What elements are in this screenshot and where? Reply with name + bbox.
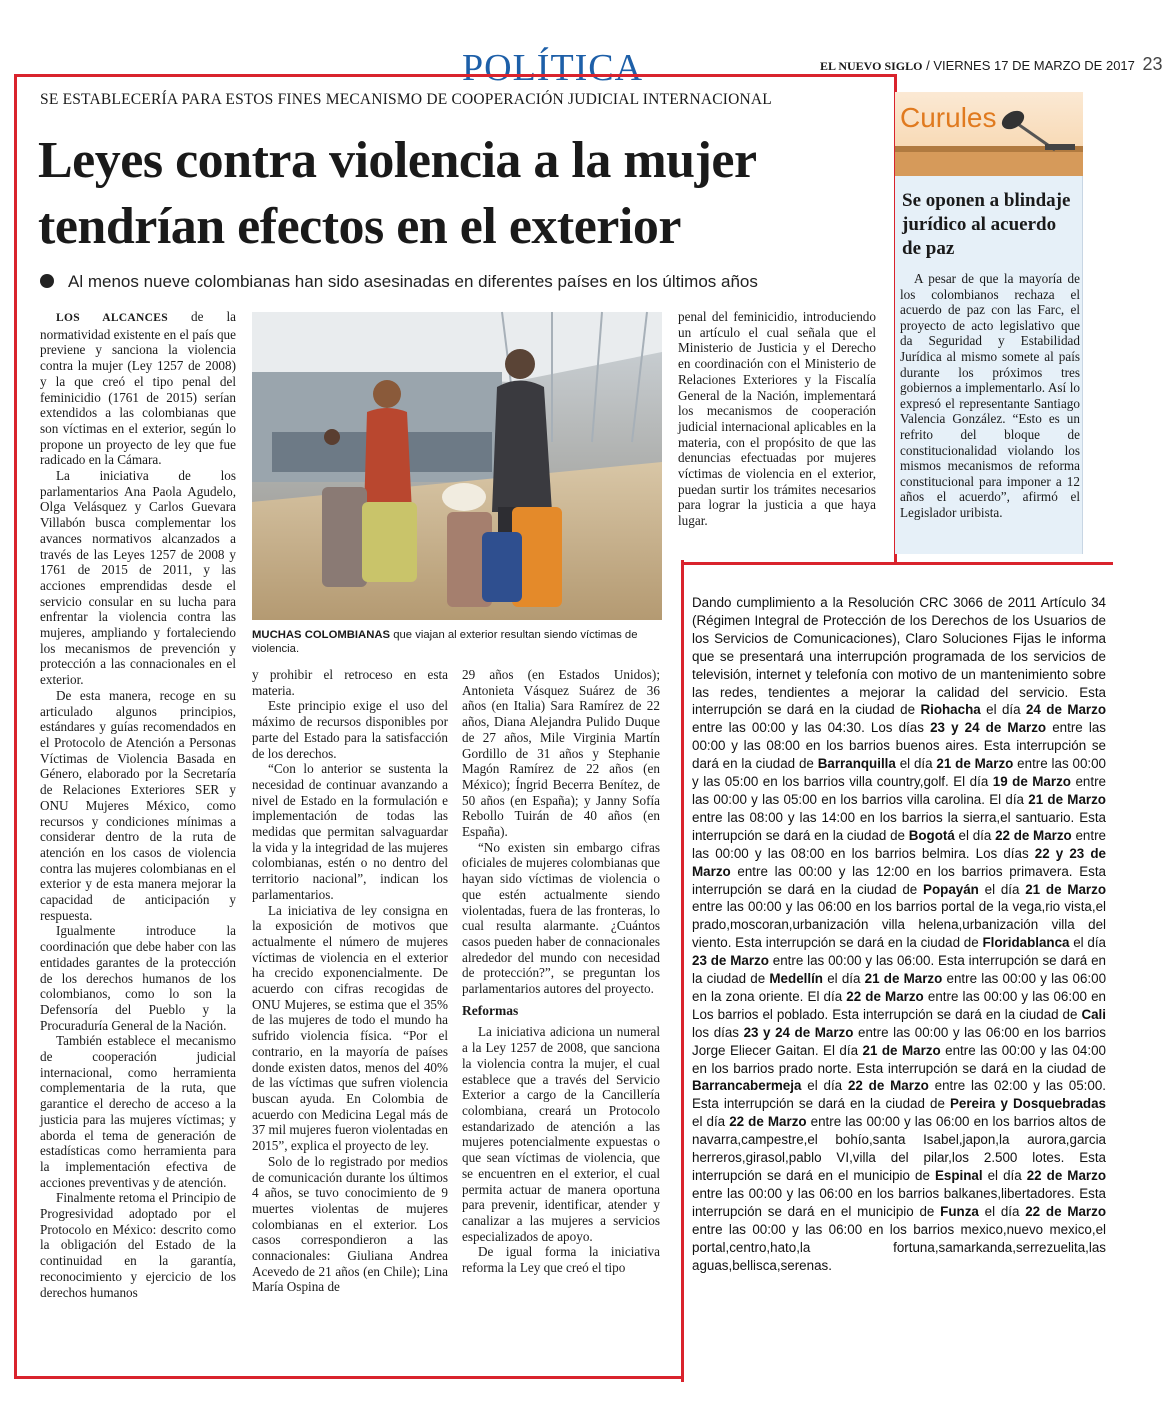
deck-text: Al menos nueve colombianas han sido asesinadas en diferentes países en los últimos años [68, 272, 758, 291]
highlight-frame-notice-top [684, 562, 1113, 565]
newspaper-name: EL NUEVO SIGLO [820, 59, 923, 73]
notice-bold: Medellín [769, 971, 823, 987]
notice-text: entre las 00:00 y las 04:30. Los días [692, 720, 931, 736]
notice-text: entre las 00:00 y las 06:00 en los barrios balkanes,libertadores. Esta interrupción se dará en el municipio de [692, 1185, 1106, 1219]
paragraph: Finalmente retoma el Principio de Progresividad adoptado por el Protocolo en México: descrito como la obligación del Estado de la continuidad en la garantía, reconocimiento y ejercicio de los derechos humanos [40, 1190, 236, 1300]
notice-text: entre las 00:00 y las 06:00 en la zona oriente. El día [692, 971, 1107, 1004]
page-number: 23 [1142, 54, 1163, 74]
article-column-3 [462, 667, 660, 1276]
notice-text: el día [980, 702, 1026, 718]
notice-text: entre las 00:00 y las 06:00 en los barrios portal de la vega,rio vista,el prado,moscoran,urbanización villa helena,urbanización villa del viento. Esta interrupción se dará en la ciudad de [692, 899, 1106, 951]
section-title: POLÍTICA [462, 47, 644, 89]
paragraph: penal del feminicidio, introduciendo un artículo el cual señala que el Ministerio de Justicia y el Derecho en coordinación con el Ministerio de Relaciones Exteriores y la Fiscalía General de la Nación, implementará los mecanismos de cooperación judicial internacional aplicables en la materia, con el propósito de que las denuncias efectuadas por mujeres víctimas de violencia en el exterior, puedan surtir los trámites necesarios para lograr la justicia a que haya lugar. [678, 309, 876, 529]
notice-bold: 21 de Marzo [864, 971, 943, 987]
photo-caption [252, 628, 662, 656]
paragraph: 29 años (en Estados Unidos); Antonieta Vásquez Suárez de 36 años (en Italia) Sara Ramírez de 22 años, Diana Alejandra Pulido Duque de 27 años, Mile Virginia Martín Gordillo de 31 años y Stephanie Magón Ramírez de 22 años (en México); Íngrid Becerra Benítez, de 50 años (en España); y Janny Sofía Rebollo Tuirán de 40 años (en España). [462, 667, 660, 840]
notice-bold: 22 y 23 de Marzo [692, 845, 1106, 879]
paragraph: También establece el mecanismo de cooperación judicial internacional, como herramienta complementaria de la ruta, que garantice el derecho de acceso a la justicia para las mujeres víctimas; y aborda el tema de generación de estadísticas como herramienta para la implementación efectiva de acciones preventivas y de atención. [40, 1033, 236, 1190]
notice-text: el día [692, 1114, 730, 1130]
notice-bold: 21 de Marzo [1028, 791, 1106, 807]
notice-bold: 22 de Marzo [847, 1078, 929, 1094]
notice-text: entre las 00:00 y las 06:00 en los barrios Jorge Eliecer Gaitan. El día [692, 1024, 1106, 1058]
notice-text: entre las 08:00 y las 14:00 en los barrios la sierra,el santuario. Esta interrupción se dará en la ciudad de [692, 809, 1106, 843]
paragraph: Solo de lo registrado por medios de comunicación durante los últimos 4 años, se tuvo conocimiento de 9 muertes violentas de mujeres colombianas en el exterior. Los casos correspondieron a las connacionales: Giuliana Andrea Acevedo de 21 años (en Chile); Lina María Ospina de [252, 1153, 448, 1295]
headline-line-1: Leyes contra violencia a la mujer [38, 132, 757, 189]
notice-text: el día [982, 1168, 1027, 1183]
notice-text: el día [954, 827, 996, 843]
notice-bold: 23 y 24 de Marzo [930, 720, 1047, 736]
notice-bold: 21 de Marzo [936, 756, 1014, 772]
article-deck [40, 272, 758, 292]
notice-bold: Pereira y Dosquebradas [949, 1096, 1106, 1112]
article-column-1 [40, 309, 236, 1300]
notice-text: entre las 00:00 y las 06:00 en Los barrios el poblado. Esta interrupción se dará en la ciudad de [692, 988, 1106, 1022]
airport-photo-illustration [252, 312, 662, 620]
notice-text: el día [978, 1203, 1026, 1219]
caption-lead: MUCHAS COLOMBIANAS [252, 629, 391, 641]
notice-text: entre las 00:00 y las 05:00 en los barrios villa country,golf. El día [692, 756, 1107, 790]
notice-bold: 23 y 24 de Marzo [743, 1024, 854, 1040]
notice-bold: Funza [940, 1203, 979, 1219]
notice-bold: Riohacha [920, 702, 981, 718]
paragraph: Este principio exige el uso del máximo de recursos disponibles por parte del Estado para la satisfacción de los derechos. [252, 698, 448, 761]
article-headline [38, 128, 888, 260]
sidebar-headline: Se oponen a blindaje jurídico al acuerdo de paz [902, 190, 1071, 259]
notice-bold: Popayán [923, 881, 979, 897]
masthead [820, 54, 1163, 75]
notice-text: entre las 00:00 y las 06:00 en los barrios altos de navarra,campestre,el bohío,santa Isabel,japon,la aurora,garcia herreros,girasol,pablo VI,villa del pilar,los 2.500 lotes. Esta interrupción se dará en el municipio de [692, 1114, 1107, 1183]
sidebar-body [900, 271, 1080, 521]
caption-text: que viajan al exterior resultan siendo víctimas de violencia. [252, 629, 638, 655]
notice-bold: Bogotá [908, 827, 955, 843]
notice-text: entre las 00:00 y las 08:00 en los barrios buenos aires. Esta interrupción se dará en la ciudad de [692, 720, 1106, 772]
article-column-2 [252, 667, 448, 1295]
paragraph: A pesar de que la mayoría de los colombianos rechaza el acuerdo de paz con las Farc, el proyecto de acto legislativo que da Seguridad y Estabilidad Jurídica al mismo somete al país durante los próximos tres gobiernos a implementarlo. Así lo expresó el representante Santiago Valencia González. “Esto es un refrito del bloque de constitucionalidad violando los mismos mecanismos de reforma constitucional para imponer a 12 años el acuerdo”, afirmó el Legislador uribista. [900, 271, 1080, 520]
notice-bold: 23 de Marzo [692, 953, 769, 969]
notice-text: los días [692, 1024, 744, 1040]
article-kicker: SE ESTABLECERÍA PARA ESTOS FINES MECANISMO DE COOPERACIÓN JUDICIAL INTERNACIONAL [40, 91, 772, 108]
headline-line-2: tendrían efectos en el exterior [38, 198, 681, 255]
notice-bold: 21 de Marzo [862, 1042, 941, 1058]
notice-bold: 21 de Marzo [1025, 881, 1107, 897]
notice-text: entre las 00:00 y las 08:00 en los barrios belmira. Los días [692, 827, 1106, 861]
paragraph: De esta manera, recoge en su articulado algunos principios, estándares y guías recomendados en el Protocolo de Atención a Personas Víctimas de Violencia Basada en Género, elaborado por la Secretaría de Relaciones Exteriores SER y ONU Mujeres México, como recursos y condiciones mínimas a considerar dentro de la ruta de atención en los casos de violencia contra las mujeres colombianas en el exterior y de esta manera mejorar la capacidad de anticipación y respuesta. [40, 687, 236, 923]
paragraph: “Con lo anterior se sustenta la necesidad de continuar avanzando a nivel de Estado en la formulación e implementación de todas las medidas que permitan salvaguardar la vida y la integridad de las mujeres colombianas, estén o no dentro del territorio nacional”, indican los parlamentarios. [252, 761, 448, 902]
notice-text: el día [978, 881, 1026, 897]
sidebar-label: Curules [900, 102, 997, 133]
paragraph: La iniciativa de ley consigna en la exposición de motivos que actualmente el número de mujeres víctimas de violencia en el exterior ha crecido exponencialmente. De acuerdo con cifras recogidas de ONU Mujeres, se estima que el 35% de las mujeres de todo el mundo ha sufrido violencia física. “Por el contrario, en la mayoría de países donde existen datos, menos del 40% de las víctimas que sufren violencia buscan ayuda. En Colombia de acuerdo con Medicina Legal más de 37 mil mujeres fueron violentadas en 2015”, explica el proyecto de ley. [252, 902, 448, 1154]
subheading: Reformas [462, 1002, 519, 1018]
notice-text: entre las 02:00 y las 05:00. Esta interrupción se dará en la ciudad de [692, 1078, 1106, 1112]
notice-bold: 22 de Marzo [1026, 1168, 1106, 1183]
notice-bold: 22 de Marzo [846, 988, 924, 1004]
notice-bold: Barranquilla [817, 756, 896, 772]
notice-text: entre las 00:00 y las 12:00 en los barrios primavera. Esta interrupción se dará en la ciudad de [692, 863, 1106, 897]
notice-text: el día [1069, 935, 1107, 951]
lead-caps: LOS ALCANCES [56, 312, 168, 324]
notice-bold: 24 de Marzo [1025, 702, 1107, 718]
notice-text: el día [822, 971, 865, 987]
article-photo [252, 312, 662, 620]
notice-text: el día [801, 1078, 848, 1094]
paragraph: y prohibir el retroceso en esta materia. [252, 667, 448, 698]
paragraph: Igualmente introduce la coordinación que debe haber con las entidades garantes de la protección de los derechos humanos de los colombianos, como lo son la Defensoría del Pueblo y la Procuraduría General de la Nación. [40, 923, 236, 1033]
paragraph: La iniciativa de los parlamentarios Ana Paola Agudelo, Olga Velásquez y Carlos Guevara Villabón busca complementar los avances normativos alcanzados a través de las Leyes 1257 de 2008 y 1761 de 2015 de 2011, y las acciones emprendidas desde el servicio consular en su lucha para enfrentar la violencia contra las mujeres, ampliando y fortaleciendo los mecanismos de prevención y protección a las connacionales en el exterior. [40, 468, 236, 688]
issue-date: / VIERNES 17 DE MARZO DE 2017 [926, 58, 1135, 73]
paragraph: La iniciativa adiciona un numeral a la Ley 1257 de 2008, que sanciona la violencia contra la mujer, el cual establece que a través del Servicio Exterior a cargo de la Cancillería colombiana, creará un Protocolo estandarizado de atención a las mujeres potencialmente expuestas o que sean víctimas de violencia, que se encuentren en el exterior, el cual permita actuar de manera oportuna para prevenir, identificar, atender y canalizar a las mujeres a servicios especializados de apoyo. [462, 1024, 660, 1244]
notice-bold: Barrancabermeja [692, 1078, 802, 1094]
service-notice [692, 594, 1106, 1274]
notice-bold: 22 de Marzo [729, 1114, 807, 1130]
highlight-frame-notice-left [681, 562, 684, 1382]
notice-text: entre las 00:00 y las 04:00 en los barrios prado norte. Esta interrupción se dará en la ciudad de [692, 1042, 1106, 1076]
notice-bold: 22 de Marzo [995, 827, 1072, 843]
paragraph-text: de la normatividad existente en el país que previene y sanciona la violencia contra la mujer (Ley 1257 de 2008) y la que creó el tipo penal del feminicidio (1761 de 2015) serían extendidos a las colombianas que son víctimas en el exterior, según lo propone un proyecto de ley que fue radicado en la Cámara. [40, 309, 237, 468]
notice-text: entre las 00:00 y las 06:00. Esta interrupción se dará en la ciudad de [692, 953, 1106, 987]
paragraph: “No existen sin embargo cifras oficiales de mujeres colombianas que hayan sido víctimas de violencia o que estén actualmente siendo violentadas, fuera de las fronteras, lo cual resulta alarmante. ¿Cuántos casos pueden haber de connacionales alrededor del mundo con necesidad de protección?”, se preguntan los parlamentarios autores del proyecto. [462, 839, 660, 997]
bullet-icon [40, 274, 54, 288]
notice-text: entre las 00:00 y las 05:00 en los barrios villa carolina. El día [692, 774, 1106, 807]
notice-text: Dando cumplimiento a la Resolución CRC 3066 de 2011 Artículo 34 (Régimen Integral de Protección de los Derechos de los Usuarios de los Servicios de Comunicaciones), Claro Soluciones Fijas le informa que se presentará una interrupción programada de los servicios de televisión, internet y telefonía con motivo de un mantenimiento sobre las redes, tendientes a mejorar la calidad del servicio. Esta interrupción se dará en la ciudad de [692, 595, 1106, 718]
notice-bold: Floridablanca [982, 935, 1070, 951]
paragraph: De igual forma la iniciativa reforma la Ley que creó el tipo [462, 1244, 660, 1276]
paragraph [40, 309, 236, 468]
notice-bold: Cali [1081, 1006, 1106, 1022]
notice-text: entre las 00:00 y las 06:00 en los barrios mexico,nuevo mexico,el portal,centro,hato,la fortuna,samarkanda,serrezuelita,las aguas,bellisca,serenas. [692, 1221, 1106, 1273]
notice-bold: 22 de Marzo [1025, 1203, 1107, 1219]
article-column-4 [678, 309, 876, 529]
notice-bold: 19 de Marzo [992, 774, 1071, 790]
notice-bold: Espinal [934, 1168, 983, 1183]
notice-text: el día [895, 756, 937, 772]
